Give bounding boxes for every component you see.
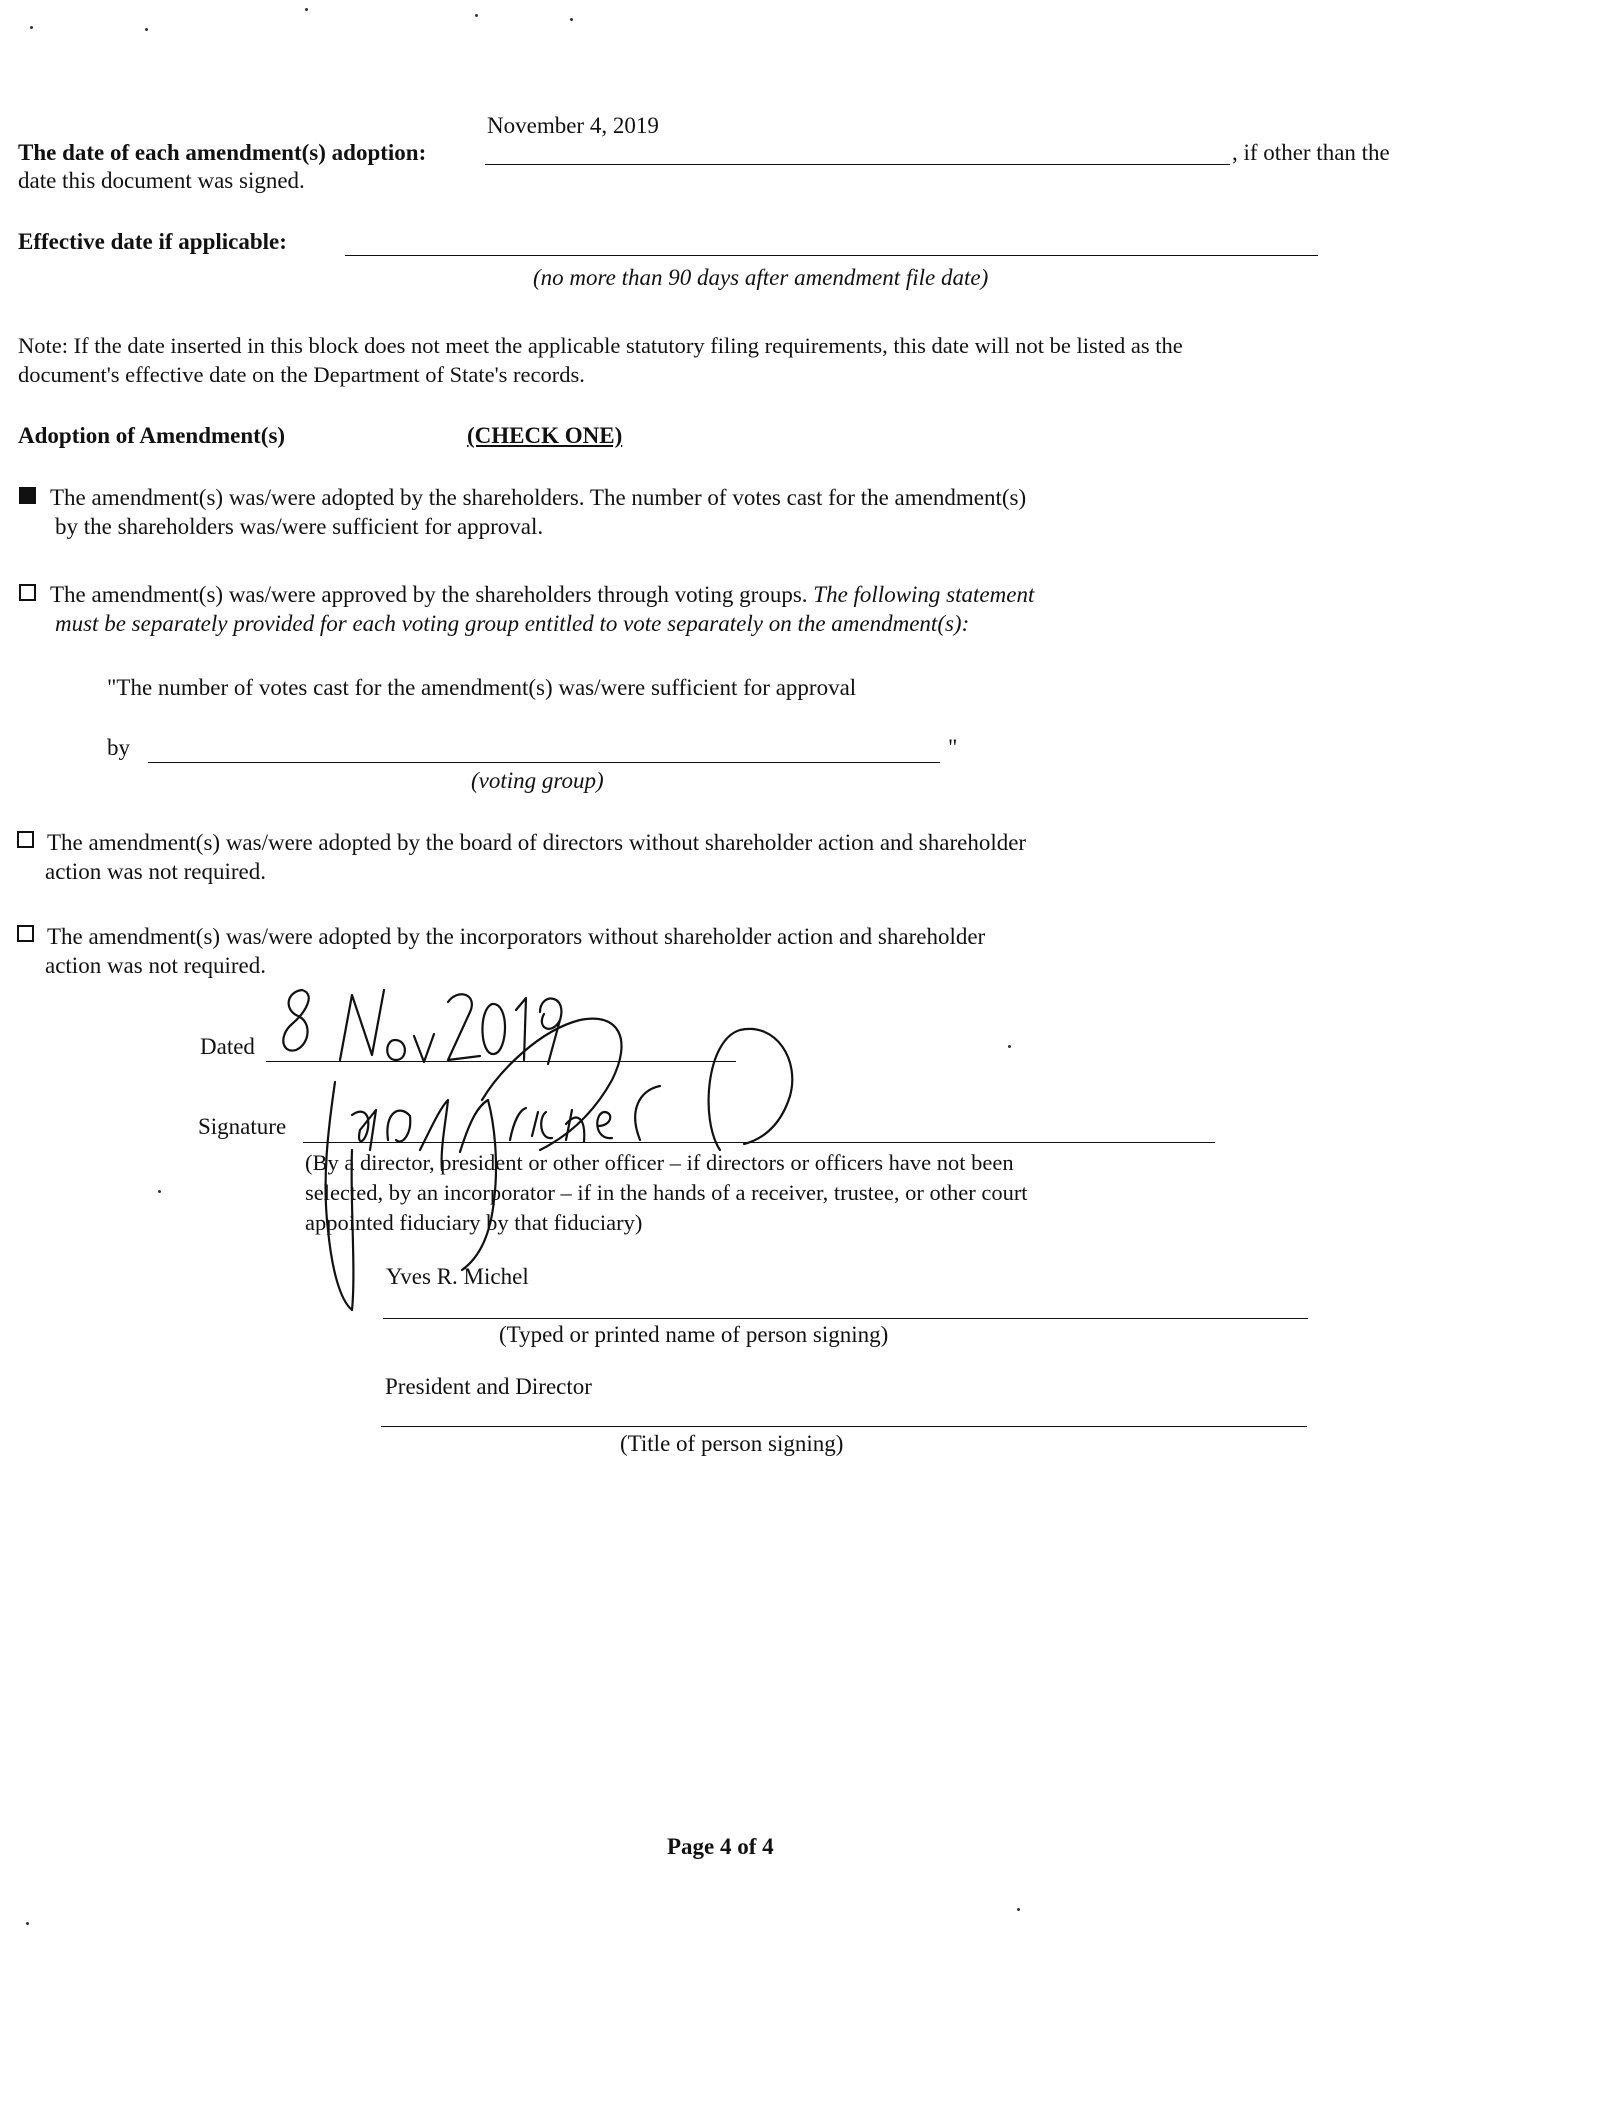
- scan-speck: [1017, 1908, 1020, 1911]
- option-voting-groups-line-2: must be separately provided for each voting group entitled to vote separately on the amendment(s):: [55, 611, 970, 636]
- effective-date-hint: (no more than 90 days after amendment file date): [533, 265, 989, 290]
- adoption-date-continuation: date this document was signed.: [18, 168, 305, 193]
- option-incorporators-checkbox[interactable]: [17, 925, 34, 942]
- scan-speck: [158, 1190, 161, 1193]
- voting-group-close-quote: ": [948, 735, 958, 760]
- option-voting-groups-checkbox[interactable]: [19, 584, 36, 601]
- note-line-1: Note: If the date inserted in this block does not meet the applicable statutory filing requirements, this date will not be listed as the: [18, 333, 1183, 358]
- adoption-date-label: The date of each amendment(s) adoption:: [18, 140, 427, 165]
- voting-group-statement: "The number of votes cast for the amendment(s) was/were sufficient for approval: [107, 675, 857, 700]
- option-shareholders-line-1: The amendment(s) was/were adopted by the shareholders. The number of votes cast for the amendment(s): [50, 485, 1027, 510]
- signature-instructions-line-2: selected, by an incorporator – if in the hands of a receiver, trustee, or other court: [305, 1180, 1028, 1205]
- dated-field-line[interactable]: [266, 1061, 736, 1062]
- dated-label: Dated: [200, 1034, 255, 1059]
- scan-speck: [26, 1922, 29, 1925]
- signature-instructions-line-3: appointed fiduciary by that fiduciary): [305, 1210, 643, 1235]
- title-caption: (Title of person signing): [620, 1431, 844, 1456]
- option-board-checkbox[interactable]: [17, 831, 34, 848]
- option-shareholders-checkbox[interactable]: [19, 487, 36, 504]
- option-incorporators-line-2: action was not required.: [45, 953, 266, 978]
- page-number: Page 4 of 4: [667, 1834, 774, 1859]
- scan-speck: [30, 26, 33, 29]
- title-value: President and Director: [385, 1374, 592, 1399]
- signature-field-line[interactable]: [303, 1142, 1215, 1143]
- effective-date-field-line[interactable]: [345, 255, 1318, 256]
- option-board-line-2: action was not required.: [45, 859, 266, 884]
- printed-name-field-line[interactable]: [383, 1318, 1308, 1319]
- check-one-instruction: (CHECK ONE): [467, 423, 623, 448]
- option-voting-groups-line-1: [50, 582, 1034, 608]
- note-line-2: document's effective date on the Department of State's records.: [18, 362, 585, 387]
- option-shareholders-line-2: by the shareholders was/were sufficient for approval.: [55, 514, 544, 539]
- signature-instructions-line-1: (By a director, president or other officer – if directors or officers have not been: [305, 1150, 1014, 1175]
- scan-speck: [145, 28, 148, 31]
- option-incorporators-line-1: The amendment(s) was/were adopted by the incorporators without shareholder action and shareholder: [47, 924, 986, 949]
- scan-speck: [1008, 1045, 1011, 1048]
- scan-speck: [570, 18, 573, 21]
- printed-name-caption: (Typed or printed name of person signing): [499, 1322, 889, 1347]
- printed-name-value: Yves R. Michel: [386, 1264, 529, 1289]
- option-voting-groups-line-1-text: The amendment(s) was/were approved by the shareholders through voting groups.: [50, 582, 808, 607]
- scan-speck: [305, 8, 308, 11]
- signature-label: Signature: [198, 1114, 287, 1139]
- title-field-line[interactable]: [381, 1426, 1307, 1427]
- adoption-date-value: November 4, 2019: [487, 113, 659, 138]
- effective-date-label: Effective date if applicable:: [18, 229, 287, 254]
- option-board-line-1: The amendment(s) was/were adopted by the board of directors without shareholder action and shareholder: [47, 830, 1027, 855]
- adoption-date-suffix: , if other than the: [1232, 140, 1390, 165]
- scan-speck: [475, 14, 478, 17]
- adoption-heading: Adoption of Amendment(s): [18, 423, 286, 448]
- voting-group-caption: (voting group): [471, 768, 604, 793]
- voting-group-field-line[interactable]: [148, 762, 940, 763]
- option-voting-groups-line-1-italic: The following statement: [813, 582, 1035, 607]
- adoption-date-field-line[interactable]: [485, 164, 1230, 165]
- voting-group-by-label: by: [107, 735, 130, 760]
